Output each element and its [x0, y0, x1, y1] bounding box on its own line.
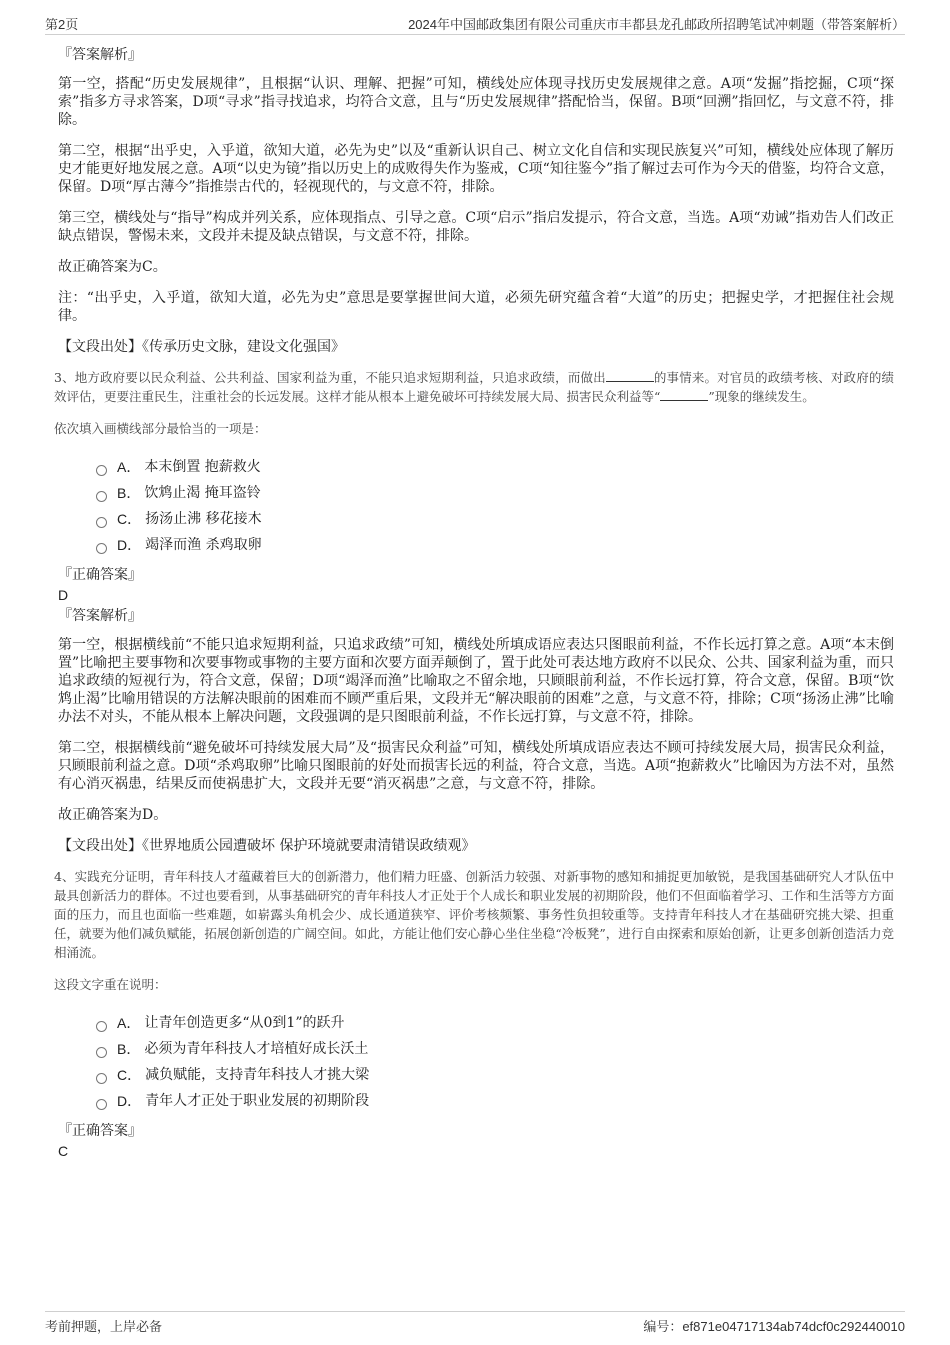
document-title: 2024年中国邮政集团有限公司重庆市丰都县龙孔邮政所招聘笔试冲刺题（带答案解析）: [408, 17, 905, 32]
question-prompt: 依次填入画横线部分最恰当的一项是：: [54, 421, 267, 436]
source-citation: 【文段出处】《传承历史文脉，建设文化强国》: [58, 339, 345, 355]
option-text: 竭泽而渔 杀鸡取卵: [145, 537, 262, 553]
radio-icon[interactable]: [96, 465, 107, 476]
analysis-paragraph: 第二空，根据“出乎史，入乎道，欲知大道，必先为史”以及“重新认识自己、树立文化自信和实现民族复兴”可知，横线处应体现了解历史才能更好地发展之意。A项“以史为镜”指以历史上的成败得失作为鉴戒，C项“知往鉴今”指了解过去可作为今天的借鉴，均符合文意，保留。D项“厚古薄今”指推崇古代的，轻视现代的，与文意不符，排除。: [58, 143, 894, 195]
analysis-note: 注：“出乎史，入乎道，欲知大道，必先为史”意思是要掌握世间大道，必须先研究蕴含着“大道”的历史；把握史学，才把握住社会规律。: [58, 290, 894, 324]
option-b[interactable]: [96, 1036, 894, 1062]
correct-answer: C: [58, 1143, 69, 1159]
option-a[interactable]: [96, 454, 894, 480]
footer-slogan: 考前押题，上岸必备: [45, 1319, 163, 1334]
radio-icon[interactable]: [96, 1073, 107, 1084]
option-d[interactable]: [96, 1088, 894, 1114]
analysis-paragraph: 第三空，横线处与“指导”构成并列关系，应体现指点、引导之意。C项“启示”指启发提示，符合文意，当选。A项“劝诫”指劝告人们改正缺点错误，警惕未来，文段并未提及缺点错误，与文意不符，排除。: [58, 210, 894, 244]
radio-icon[interactable]: [96, 1047, 107, 1058]
option-text: 减负赋能，支持青年科技人才挑大梁: [145, 1067, 370, 1083]
analysis-paragraph: 第一空，根据横线前“不能只追求短期利益，只追求政绩”可知，横线处所填成语应表达只图眼前利益，不作长远打算之意。A项“本末倒置”比喻把主要事物和次要事物或事物的主要方面和次要方面弄颠倒了，置于此处可表达地方政府不以民众、公共、国家利益为重，而只追求政绩的短视行为，符合文意，保留；D项“竭泽而渔”比喻取之不留余地，只顾眼前利益，不作长远打算，符合文意，保留。B项“饮鸩止渴”比喻用错误的方法解决眼前的困难而不顾严重后果，文段并无“解决眼前的困难”之意，与文意不符，排除；C项“扬汤止沸”比喻办法不对头，不能从根本上解决问题，文段强调的是只图眼前利益，不作长远打算，与文意不符，排除。: [58, 637, 894, 725]
option-letter: D．: [117, 1093, 142, 1109]
option-letter: B．: [117, 485, 141, 501]
option-a[interactable]: [96, 1010, 894, 1036]
option-letter: A．: [117, 1015, 141, 1031]
option-letter: C．: [117, 511, 142, 527]
option-c[interactable]: [96, 506, 894, 532]
correct-answer: D: [58, 587, 69, 603]
fill-blank-1: [606, 369, 654, 382]
page-number: 第2页: [45, 17, 79, 32]
radio-icon[interactable]: [96, 491, 107, 502]
option-text: 饮鸩止渴 掩耳盗铃: [144, 485, 261, 501]
analysis-paragraph: 第二空，根据横线前“避免破坏可持续发展大局”及“损害民众利益”可知，横线处所填成语应表达不顾可持续发展大局，损害民众利益，只顾眼前利益之意。D项“杀鸡取卵”比喻只图眼前的好处而损害长远的利益，符合文意，当选。A项“抱薪救火”比喻因为方法不对，虽然有心消灭祸患，结果反而使祸患扩大，文段并无要“消灭祸患”之意，与文意不符，排除。: [58, 740, 894, 792]
source-citation: 【文段出处】《世界地质公园遭破坏 保护环境就要肃清错误政绩观》: [58, 838, 476, 854]
correct-answer-label: 『正确答案』: [58, 567, 142, 583]
option-text: 让青年创造更多“从0到1”的跃升: [144, 1015, 345, 1031]
answer-analysis-label: 『答案解析』: [58, 608, 142, 624]
answer-analysis-label: 『答案解析』: [58, 47, 142, 63]
radio-icon[interactable]: [96, 543, 107, 554]
question-text-part: ”现象的继续发生。: [708, 389, 815, 404]
option-b[interactable]: [96, 480, 894, 506]
option-text: 扬汤止沸 移花接木: [145, 511, 262, 527]
fill-blank-2: [660, 388, 708, 401]
radio-icon[interactable]: [96, 1099, 107, 1110]
option-text: 必须为青年科技人才培植好成长沃土: [144, 1041, 369, 1057]
option-list: [96, 454, 894, 558]
option-d[interactable]: [96, 532, 894, 558]
question-3-text: [54, 368, 894, 406]
page-content: [54, 46, 894, 1163]
question-4-text: 4、实践充分证明，青年科技人才蕴藏着巨大的创新潜力，他们精力旺盛、创新活力较强、对新事物的感知和捕捉更加敏锐，是我国基础研究人才队伍中最具创新活力的群体。不过也要看到，从事基础研究的青年科技人才正处于个人成长和职业发展的初期阶段，他们不但面临着学习、工作和生活等方方面面的压力，而且也面临一些难题，如崭露头角机会少、成长通道狭窄、评价考核频繁、事务性负担较重等。支持青年科技人才在基础研究挑大梁、担重任，就要为他们减负赋能，拓展创新创造的广阔空间。如此，方能让他们安心静心坐住坐稳“冷板凳”，进行自由探索和原始创新，让更多创新创造活力竞相涌流。: [54, 869, 894, 960]
option-letter: A．: [117, 459, 141, 475]
option-list: [96, 1010, 894, 1114]
radio-icon[interactable]: [96, 517, 107, 528]
document-id: 编号：ef871e04717134ab74dcf0c292440010: [643, 1319, 905, 1334]
option-letter: D．: [117, 537, 142, 553]
analysis-paragraph: 第一空，搭配“历史发展规律”，且根据“认识、理解、把握”可知，横线处应体现寻找历史发展规律之意。A项“发掘”指挖掘，C项“探索”指多方寻求答案，D项“寻求”指寻找追求，均符合文意，且与“历史发展规律”搭配恰当，保留。B项“回溯”指回忆，与文意不符，排除。: [58, 76, 894, 128]
option-letter: C．: [117, 1067, 142, 1083]
page-header: [45, 14, 905, 35]
analysis-conclusion: 故正确答案为C。: [58, 259, 167, 275]
question-prompt: 这段文字重在说明：: [54, 977, 167, 992]
question-text-part: 3、地方政府要以民众利益、公共利益、国家利益为重，不能只追求短期利益，只追求政绩，而做出: [54, 370, 606, 385]
radio-icon[interactable]: [96, 1021, 107, 1032]
correct-answer-label: 『正确答案』: [58, 1123, 142, 1139]
option-text: 青年人才正处于职业发展的初期阶段: [145, 1093, 370, 1109]
analysis-conclusion: 故正确答案为D。: [58, 807, 168, 823]
question-text-part: 的事情来。对官员的政绩考核、对政府的绩效评估，更要注重民生，注重社会的长远发展。这样才能从根本上避免破坏可持续发展大局、损害民众利益等“: [54, 370, 894, 404]
page-footer: [45, 1311, 905, 1335]
option-text: 本末倒置 抱薪救火: [144, 459, 261, 475]
option-c[interactable]: [96, 1062, 894, 1088]
option-letter: B．: [117, 1041, 141, 1057]
